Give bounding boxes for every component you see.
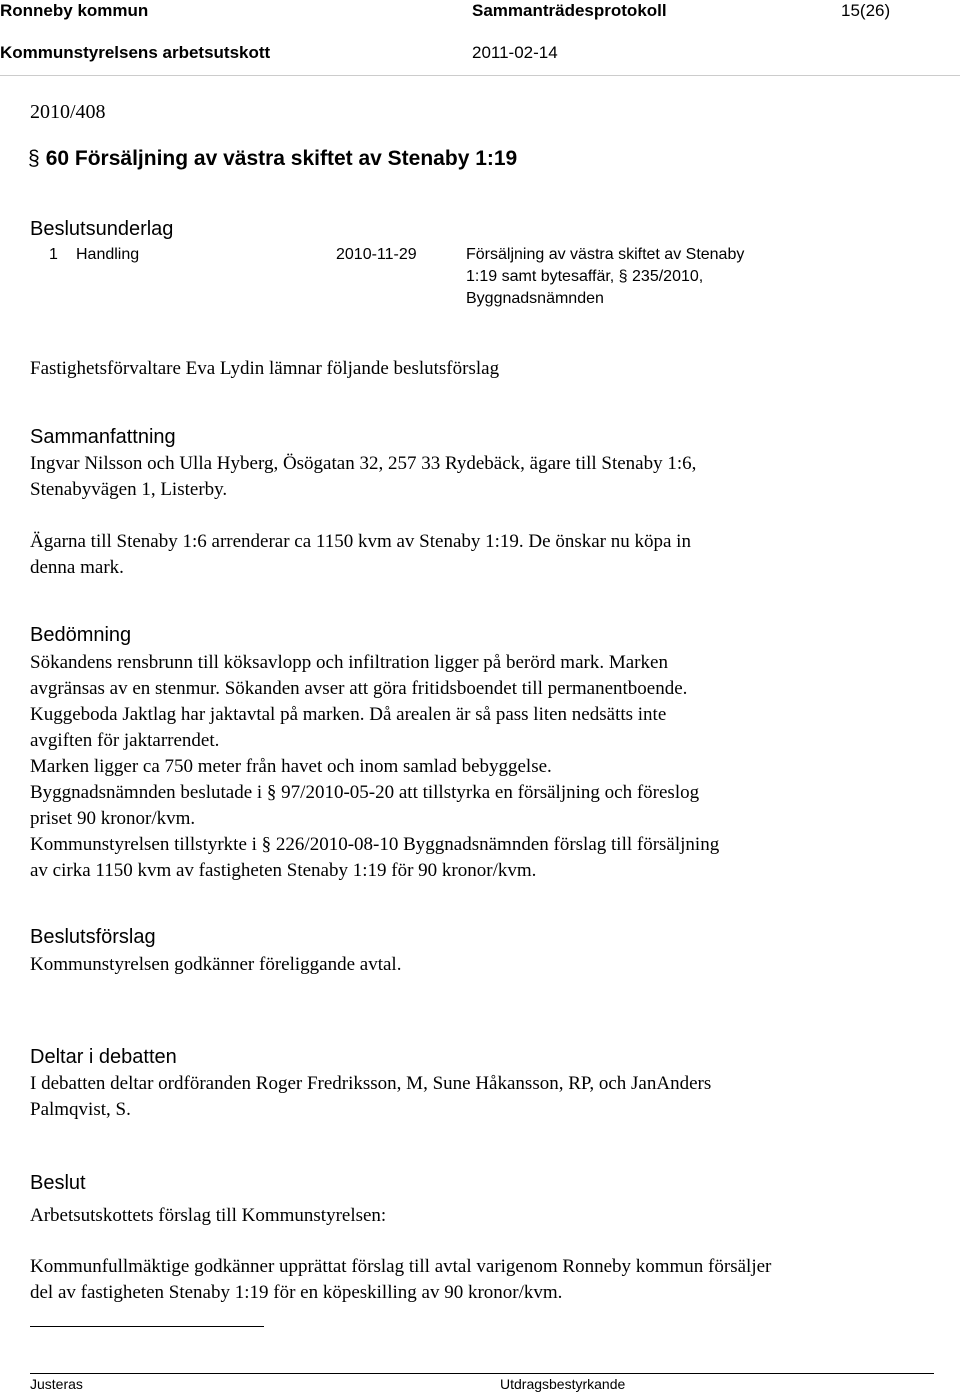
beslut-intro: Arbetsutskottets förslag till Kommunstyrelsen: bbox=[30, 1205, 387, 1226]
case-number: 2010/408 bbox=[30, 101, 106, 123]
beslut-heading: Beslut bbox=[30, 1172, 86, 1194]
sammanfattning-paragraph-1 bbox=[30, 451, 900, 503]
text-line: I debatten deltar ordföranden Roger Fredriksson, M, Sune Håkansson, RP, och JanAnders bbox=[30, 1073, 712, 1094]
section-symbol: § bbox=[28, 147, 40, 170]
sammanfattning-paragraph-2 bbox=[30, 529, 900, 581]
row-description-line: Försäljning av västra skiftet av Stenaby bbox=[466, 246, 745, 263]
beslutsforslag-heading: Beslutsförslag bbox=[30, 926, 156, 948]
text-line: Stenabyvägen 1, Listerby. bbox=[30, 479, 228, 500]
text-line: av cirka 1150 kvm av fastigheten Stenaby 1:19 för 90 kronor/kvm. bbox=[30, 860, 537, 881]
case-title bbox=[28, 147, 517, 171]
row-description-line: Byggnadsnämnden bbox=[466, 290, 604, 307]
text-line: priset 90 kronor/kvm. bbox=[30, 808, 196, 829]
header-date: 2011-02-14 bbox=[472, 43, 558, 62]
header-divider bbox=[0, 75, 960, 76]
text-line: Byggnadsnämnden beslutade i § 97/2010-05-20 att tillstyrka en försäljning och föreslog bbox=[30, 782, 700, 803]
header-page-number: 15(26) bbox=[841, 1, 891, 20]
text-line: Ingvar Nilsson och Ulla Hyberg, Ösögatan 32, 257 33 Rydebäck, ägare till Stenaby 1:6, bbox=[30, 453, 697, 474]
text-line: Kommunfullmäktige godkänner upprättat förslag till avtal varigenom Ronneby kommun försäljer bbox=[30, 1256, 772, 1277]
footer-divider bbox=[30, 1373, 934, 1374]
footer-utdragsbestyrkande: Utdragsbestyrkande bbox=[500, 1376, 626, 1392]
text-line: Kommunstyrelsen tillstyrkte i § 226/2010-08-10 Byggnadsnämnden förslag till försäljning bbox=[30, 834, 720, 855]
beslut-decision bbox=[30, 1254, 900, 1306]
text-line: denna mark. bbox=[30, 557, 124, 578]
header-doc-type: Sammanträdesprotokoll bbox=[472, 1, 667, 20]
footer-justeras: Justeras bbox=[30, 1376, 83, 1392]
beslutsforslag-text: Kommunstyrelsen godkänner föreliggande avtal. bbox=[30, 954, 402, 975]
text-line: Palmqvist, S. bbox=[30, 1099, 131, 1120]
text-line: avgiften för jaktarrendet. bbox=[30, 730, 220, 751]
text-line: del av fastigheten Stenaby 1:19 för en köpeskilling av 90 kronor/kvm. bbox=[30, 1282, 563, 1303]
text-line: Marken ligger ca 750 meter från havet och inom samlad bebyggelse. bbox=[30, 756, 552, 777]
debatten-heading: Deltar i debatten bbox=[30, 1046, 177, 1068]
text-line: Ägarna till Stenaby 1:6 arrenderar ca 1150 kvm av Stenaby 1:19. De önskar nu köpa in bbox=[30, 531, 691, 552]
header-committee: Kommunstyrelsens arbetsutskott bbox=[0, 43, 271, 62]
text-line: Kuggeboda Jaktlag har jaktavtal på marken. Då arealen är så pass liten nedsätts inte bbox=[30, 704, 667, 725]
text-line: Sökandens rensbrunn till köksavlopp och infiltration ligger på berörd mark. Marken bbox=[30, 652, 668, 673]
header-org: Ronneby kommun bbox=[0, 1, 149, 20]
text-line: avgränsas av en stenmur. Sökanden avser att göra fritidsboendet till permanentboende. bbox=[30, 678, 688, 699]
row-number: 1 bbox=[49, 246, 58, 263]
sammanfattning-heading: Sammanfattning bbox=[30, 426, 176, 448]
debatten-paragraph bbox=[30, 1071, 900, 1123]
intro-text: Fastighetsförvaltare Eva Lydin lämnar följande beslutsförslag bbox=[30, 358, 500, 379]
bedomning-paragraph bbox=[30, 650, 900, 884]
case-title-text: 60 Försäljning av västra skiftet av Stenaby 1:19 bbox=[45, 147, 518, 170]
row-type: Handling bbox=[76, 246, 140, 263]
end-of-section-rule bbox=[30, 1326, 264, 1327]
beslutsunderlag-heading: Beslutsunderlag bbox=[30, 218, 174, 240]
row-description-line: 1:19 samt bytesaffär, § 235/2010, bbox=[466, 268, 704, 285]
row-date: 2010-11-29 bbox=[336, 246, 417, 263]
bedomning-heading: Bedömning bbox=[30, 624, 132, 646]
